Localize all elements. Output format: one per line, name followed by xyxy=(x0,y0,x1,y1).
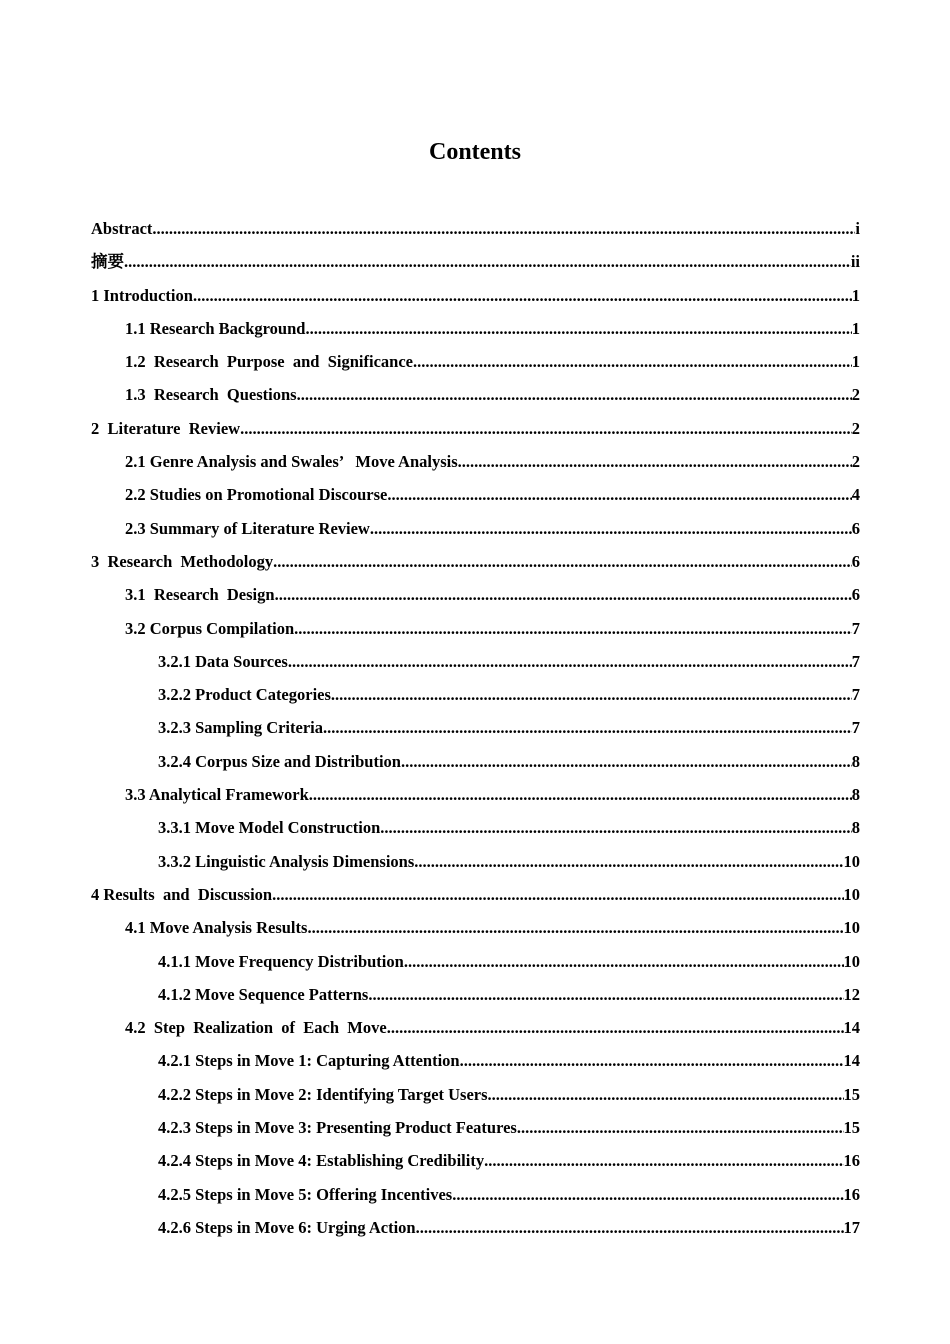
dot-leader xyxy=(484,1144,843,1177)
toc-entry-label: 4.2 Step Realization of Each Move xyxy=(125,1018,387,1038)
dot-leader xyxy=(404,945,844,978)
toc-entry[interactable] xyxy=(91,1044,860,1077)
dot-leader xyxy=(124,245,851,278)
toc-entry-label: 4.2.6 Steps in Move 6: Urging Action xyxy=(158,1217,416,1237)
toc-entry-page-number: ii xyxy=(850,252,860,272)
toc-entry[interactable] xyxy=(91,1078,860,1111)
dot-leader xyxy=(275,578,852,611)
dot-leader xyxy=(517,1111,844,1144)
dot-leader xyxy=(452,1178,843,1211)
toc-entry-page-number: i xyxy=(855,219,860,238)
toc-entry-page-number: 10 xyxy=(843,951,860,971)
dot-leader xyxy=(458,445,852,478)
toc-entry[interactable] xyxy=(91,345,860,378)
toc-entry-page-number: 1 xyxy=(851,318,860,338)
toc-entry-page-number: 10 xyxy=(843,851,860,871)
toc-entry-label: Abstract xyxy=(91,219,153,238)
toc-entry-page-number: 7 xyxy=(851,618,860,638)
toc-entry[interactable] xyxy=(91,1011,860,1044)
toc-entry-page-number: 1 xyxy=(851,285,860,305)
toc-entry-label: 3.2 Corpus Compilation xyxy=(125,618,295,638)
toc-entry-page-number: 8 xyxy=(851,785,860,805)
dot-leader xyxy=(288,645,852,678)
toc-entry-label: 4.2.5 Steps in Move 5: Offering Incentives xyxy=(158,1184,453,1204)
toc-entry[interactable] xyxy=(91,279,860,312)
toc-entry[interactable] xyxy=(91,578,860,611)
toc-entry-label: 2.2 Studies on Promotional Discourse xyxy=(125,485,388,505)
toc-entry-label: 2.1 Genre Analysis and Swales’ Move Analysis xyxy=(125,452,458,472)
toc-entry-page-number: 17 xyxy=(843,1217,860,1237)
toc-entry[interactable] xyxy=(91,778,860,811)
dot-leader xyxy=(416,1211,844,1244)
toc-entry-label: 摘要 xyxy=(91,252,124,272)
toc-entry-label: 4.2.1 Steps in Move 1: Capturing Attention xyxy=(158,1051,460,1071)
dot-leader xyxy=(273,545,852,578)
dot-leader xyxy=(387,478,851,511)
toc-entry-label: 3.2.4 Corpus Size and Distribution xyxy=(158,751,401,771)
dot-leader xyxy=(331,678,852,711)
toc-entry-label: 1 Introduction xyxy=(91,285,193,305)
dot-leader xyxy=(294,612,852,645)
toc-entry-page-number: 6 xyxy=(851,518,860,538)
toc-entry-page-number: 15 xyxy=(843,1118,860,1138)
dot-leader xyxy=(323,711,852,744)
dot-leader xyxy=(380,811,851,844)
dot-leader xyxy=(460,1044,844,1077)
toc-entry[interactable] xyxy=(91,1178,860,1211)
toc-entry[interactable] xyxy=(91,212,860,245)
toc-entry-page-number: 7 xyxy=(851,651,860,671)
dot-leader xyxy=(413,345,852,378)
dot-leader xyxy=(488,1078,844,1111)
toc-entry-page-number: 14 xyxy=(843,1018,860,1038)
toc-entry-page-number: 2 xyxy=(851,385,860,405)
toc-entry-page-number: 16 xyxy=(843,1184,860,1204)
toc-entry-page-number: 12 xyxy=(843,984,860,1004)
toc-entry-page-number: 7 xyxy=(851,718,860,738)
toc-entry-label: 3.3.1 Move Model Construction xyxy=(158,818,381,838)
toc-entry-label: 2.3 Summary of Literature Review xyxy=(125,518,370,538)
toc-entry[interactable] xyxy=(91,545,860,578)
toc-entry-page-number: 10 xyxy=(843,884,860,904)
dot-leader xyxy=(152,212,855,245)
toc-entry-label: 3.3 Analytical Framework xyxy=(125,785,309,805)
toc-entry-label: 4.1 Move Analysis Results xyxy=(125,918,308,938)
toc-entry-page-number: 8 xyxy=(851,751,860,771)
toc-entry[interactable] xyxy=(91,1111,860,1144)
dot-leader xyxy=(414,845,843,878)
toc-entry-label: 4.2.4 Steps in Move 4: Establishing Credibility xyxy=(158,1151,485,1171)
dot-leader xyxy=(387,1011,844,1044)
toc-entry-page-number: 6 xyxy=(851,585,860,605)
toc-entry[interactable] xyxy=(91,711,860,744)
dot-leader xyxy=(193,279,852,312)
toc-entry[interactable] xyxy=(91,312,860,345)
toc-entry[interactable] xyxy=(91,845,860,878)
toc-entry-label: 4.2.2 Steps in Move 2: Identifying Target Users xyxy=(158,1084,488,1104)
toc-entry[interactable] xyxy=(91,811,860,844)
toc-entry[interactable] xyxy=(91,512,860,545)
toc-entry-label: 4.1.2 Move Sequence Patterns xyxy=(158,984,369,1004)
toc-entry-page-number: 4 xyxy=(851,485,860,505)
toc-entry-label: 2 Literature Review xyxy=(91,418,241,438)
toc-entry-label: 3 Research Methodology xyxy=(91,551,274,571)
toc-entry[interactable] xyxy=(91,911,860,944)
toc-entry[interactable] xyxy=(91,945,860,978)
toc-entry-label: 3.3.2 Linguistic Analysis Dimensions xyxy=(158,851,415,871)
table-of-contents xyxy=(91,212,860,1244)
toc-entry-label: 1.3 Research Questions xyxy=(125,385,297,405)
toc-entry[interactable] xyxy=(91,612,860,645)
toc-entry-page-number: 2 xyxy=(851,418,860,438)
toc-entry-page-number: 8 xyxy=(851,818,860,838)
toc-entry-page-number: 10 xyxy=(843,918,860,938)
toc-entry-label: 4.2.3 Steps in Move 3: Presenting Product Features xyxy=(158,1118,517,1138)
dot-leader xyxy=(309,778,852,811)
toc-entry-page-number: 2 xyxy=(851,452,860,472)
dot-leader xyxy=(401,745,852,778)
toc-entry[interactable] xyxy=(91,1144,860,1177)
toc-entry-page-number: 7 xyxy=(851,685,860,705)
toc-entry-label: 3.2.1 Data Sources xyxy=(158,651,288,671)
toc-entry[interactable] xyxy=(91,878,860,911)
page-title: Contents xyxy=(428,139,521,165)
toc-entry[interactable] xyxy=(91,678,860,711)
toc-entry[interactable] xyxy=(91,745,860,778)
dot-leader xyxy=(305,312,851,345)
toc-entry-label: 1.2 Research Purpose and Significance xyxy=(125,352,413,372)
toc-entry-label: 3.2.3 Sampling Criteria xyxy=(158,718,323,738)
toc-entry[interactable] xyxy=(91,478,860,511)
toc-entry[interactable] xyxy=(91,445,860,478)
toc-entry-page-number: 6 xyxy=(851,551,860,571)
toc-entry[interactable] xyxy=(91,412,860,445)
toc-entry-label: 3.1 Research Design xyxy=(125,585,275,605)
toc-entry[interactable] xyxy=(91,978,860,1011)
toc-entry-page-number: 14 xyxy=(843,1051,860,1071)
dot-leader xyxy=(240,412,852,445)
toc-entry-label: 4.1.1 Move Frequency Distribution xyxy=(158,951,404,971)
toc-entry-page-number: 1 xyxy=(851,352,860,372)
toc-entry-page-number: 16 xyxy=(843,1151,860,1171)
dot-leader xyxy=(370,512,852,545)
toc-entry-label: 1.1 Research Background xyxy=(125,318,306,338)
toc-entry-label: 3.2.2 Product Categories xyxy=(158,685,331,705)
dot-leader xyxy=(297,378,852,411)
toc-entry-label: 4 Results and Discussion xyxy=(91,884,273,904)
toc-entry[interactable] xyxy=(91,1211,860,1244)
toc-entry-page-number: 15 xyxy=(843,1084,860,1104)
dot-leader xyxy=(368,978,843,1011)
toc-entry[interactable] xyxy=(91,245,860,278)
dot-leader xyxy=(272,878,843,911)
toc-entry[interactable] xyxy=(91,378,860,411)
toc-entry[interactable] xyxy=(91,645,860,678)
dot-leader xyxy=(307,911,843,944)
